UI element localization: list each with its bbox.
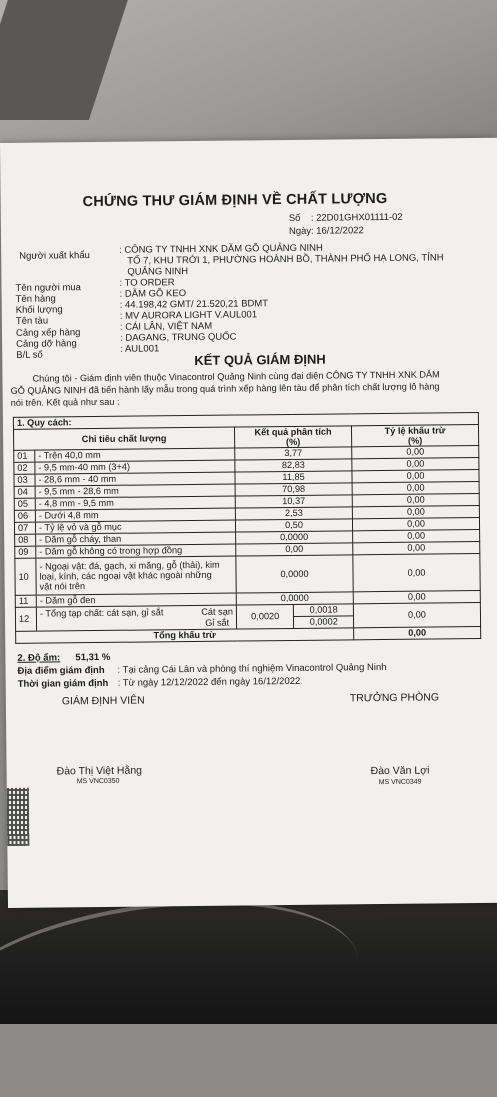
quality-table bbox=[13, 412, 481, 644]
row-deduction: 0,00 bbox=[352, 458, 479, 471]
header-result bbox=[234, 426, 351, 448]
header-deduction-line1: Tỷ lệ khấu trừ bbox=[384, 425, 446, 436]
row11-result: 0,0000 bbox=[236, 592, 353, 605]
row-result: 82,83 bbox=[235, 459, 352, 472]
row12-name-cell bbox=[36, 605, 236, 631]
row-result: 11,85 bbox=[235, 471, 352, 484]
table-body bbox=[14, 446, 480, 559]
row-result: 0,0000 bbox=[236, 531, 353, 544]
row-no: 01 bbox=[14, 450, 35, 462]
manager-title: TRƯỞNG PHÒNG bbox=[349, 691, 440, 705]
vessel-label: Tên tàu bbox=[15, 315, 49, 327]
discharge-port-label: Cảng dỡ hàng bbox=[16, 338, 77, 350]
row-deduction: 0,00 bbox=[353, 529, 480, 542]
row-name: - Dưới 4,8 mm bbox=[35, 508, 235, 522]
inspector-title: GIÁM ĐỊNH VIÊN bbox=[61, 694, 145, 708]
intro-line-3: nói trên. Kết quả như sau : bbox=[10, 396, 120, 408]
header-deduction-line2: (%) bbox=[407, 435, 423, 446]
row-no: 07 bbox=[14, 522, 35, 534]
row-name: - 9,5 mm-40 mm (3+4) bbox=[35, 460, 235, 474]
row12-total: 0,0020 bbox=[236, 604, 294, 629]
discharge-port-value: : DAGANG, TRUNG QUỐC bbox=[119, 331, 237, 344]
place-label: Địa điểm giám định bbox=[17, 664, 105, 677]
row-name: - 9,5 mm - 28,6 mm bbox=[35, 484, 235, 498]
row-result: 0,00 bbox=[236, 543, 353, 556]
goods-label: Tên hàng bbox=[15, 293, 56, 305]
total-value: 0,00 bbox=[354, 626, 481, 639]
inspector-code: MS VNC0350 bbox=[76, 777, 120, 786]
row12-val1: 0,0018 bbox=[294, 604, 354, 617]
goods-value: : DĂM GỖ KEO bbox=[119, 288, 187, 300]
row11-deduction: 0,00 bbox=[353, 590, 480, 603]
row12-name: - Tổng tạp chất: cát sạn, gỉ sắt bbox=[39, 606, 164, 619]
row-no: 08 bbox=[15, 534, 36, 546]
time-label: Thời gian giám định bbox=[17, 677, 109, 690]
row11-no: 11 bbox=[15, 595, 36, 607]
row-no: 05 bbox=[14, 498, 35, 510]
row-deduction: 0,00 bbox=[352, 517, 479, 530]
row-name: - 28,6 mm - 40 mm bbox=[35, 472, 235, 486]
qr-code-icon bbox=[7, 788, 30, 846]
row11-name: - Dăm gỗ đen bbox=[36, 593, 236, 607]
bl-value: : AUL001 bbox=[120, 343, 160, 355]
header-result-line2: (%) bbox=[285, 436, 301, 448]
ngay-label: Ngày bbox=[288, 225, 312, 237]
inspector-name: Đào Thị Việt Hằng bbox=[56, 764, 143, 778]
row-no: 03 bbox=[14, 474, 35, 486]
certificate-paper bbox=[0, 138, 497, 908]
row10-name bbox=[36, 556, 236, 595]
row-result: 70,98 bbox=[235, 483, 352, 496]
row10-line2: loại, kính, các ngoại vật khác ngoài những bbox=[39, 569, 212, 582]
exporter-label: Người xuất khẩu bbox=[19, 250, 90, 262]
row-name: - Trên 40,0 mm bbox=[35, 448, 235, 462]
row10-line3: vật nói trên bbox=[39, 581, 86, 592]
exporter-line2: TỔ 7, KHU TRỚI 1, PHƯỜNG HOÀNH BỒ, THÀNH PHỐ HẠ LONG, TỈNH bbox=[127, 252, 444, 267]
loading-port-value: : CÁI LÂN, VIỆT NAM bbox=[119, 320, 213, 333]
row-no: 09 bbox=[15, 546, 36, 558]
row-deduction: 0,00 bbox=[352, 446, 479, 459]
row-name: - 4,8 mm - 9,5 mm bbox=[35, 496, 235, 510]
row-deduction: 0,00 bbox=[352, 506, 479, 519]
row-name: - Dăm gỗ không có trong hợp đồng bbox=[36, 544, 236, 558]
total-label: Tổng khấu trừ bbox=[16, 628, 354, 644]
row12-no: 12 bbox=[15, 607, 36, 631]
row10-deduction: 0,00 bbox=[353, 553, 480, 591]
row-deduction: 0,00 bbox=[352, 482, 479, 495]
weight-label: Khối lượng bbox=[15, 304, 63, 316]
spec-heading: 1. Quy cách: bbox=[13, 413, 478, 430]
row-result: 10,37 bbox=[235, 495, 352, 508]
row10-line1: - Ngoại vật: đá, gạch, xi măng, gỗ (thải), kim bbox=[39, 559, 220, 572]
row10-result: 0,0000 bbox=[236, 555, 353, 593]
row-no: 02 bbox=[14, 462, 35, 474]
document-title: CHỨNG THƯ GIÁM ĐỊNH VỀ CHẤT LƯỢNG bbox=[82, 190, 388, 211]
row12-deduction: 0,00 bbox=[353, 602, 480, 627]
row10-no: 10 bbox=[15, 558, 36, 595]
ngay-value: : 16/12/2022 bbox=[310, 225, 364, 237]
buyer-label: Tên người mua bbox=[15, 282, 81, 294]
manager-code: MS VNC0349 bbox=[378, 778, 422, 787]
row-name: - Tỷ lệ vỏ và gỗ mục bbox=[35, 520, 235, 534]
intro-text bbox=[10, 368, 480, 409]
weight-value: : 44.198,42 GMT/ 21.520,21 BDMT bbox=[119, 298, 269, 311]
row12-sub1: Cát sạn bbox=[201, 606, 233, 617]
time-value: : Từ ngày 12/12/2022 đến ngày 16/12/2022 bbox=[117, 675, 301, 689]
place-value: : Tại cảng Cái Lân và phòng thí nghiệm Vinacontrol Quảng Ninh bbox=[117, 661, 387, 676]
row-deduction: 0,00 bbox=[353, 541, 480, 554]
header-criteria: Chỉ tiêu chất lượng bbox=[13, 427, 234, 450]
table-row bbox=[15, 553, 480, 595]
row12-name-wrap bbox=[40, 606, 233, 630]
row-result: 3,77 bbox=[235, 447, 352, 460]
header-result-line1: Kết quả phân tích bbox=[254, 426, 332, 438]
row-name: - Dăm gỗ cháy, than bbox=[36, 532, 236, 546]
exporter-line3: QUẢNG NINH bbox=[127, 266, 189, 278]
header-deduction bbox=[351, 425, 478, 447]
row12-val2: 0,0002 bbox=[294, 616, 354, 629]
so-value: : 22D01GHX01111-02 bbox=[310, 211, 403, 224]
row12-subs bbox=[201, 606, 233, 628]
manager-name: Đào Văn Lợi bbox=[370, 764, 430, 778]
row-no: 06 bbox=[14, 510, 35, 522]
row12-sub2: Gỉ sắt bbox=[205, 617, 230, 628]
result-heading: KẾT QUẢ GIÁM ĐỊNH bbox=[194, 351, 326, 368]
vessel-value: : MV AURORA LIGHT V.AUL001 bbox=[119, 309, 258, 322]
intro-line-1: Chúng tôi - Giám định viên thuộc Vinacontrol Quảng Ninh cùng đại diện CÔNG TY TNHH XNK DĂM bbox=[32, 369, 440, 384]
intro-line-2: GỖ QUẢNG NINH đã tiến hành lấy mẫu trong quá trình xếp hàng lên tàu để phân tích chất lượng lô hàng bbox=[10, 381, 440, 396]
moisture-label: 2. Độ ẩm: bbox=[17, 652, 61, 664]
bl-label: B/L số bbox=[16, 349, 43, 361]
row-deduction: 0,00 bbox=[352, 494, 479, 507]
loading-port-label: Cảng xếp hàng bbox=[15, 327, 81, 339]
row-result: 2,53 bbox=[235, 507, 352, 520]
row-result: 0,50 bbox=[235, 519, 352, 532]
moisture-value: 51,31 % bbox=[75, 651, 111, 664]
row-no: 04 bbox=[14, 486, 35, 498]
row-deduction: 0,00 bbox=[352, 470, 479, 483]
so-label: Số bbox=[288, 212, 301, 224]
exporter-line1: : CÔNG TY TNHH XNK DĂM GỖ QUẢNG NINH bbox=[119, 242, 323, 256]
buyer-value: : TO ORDER bbox=[119, 277, 175, 289]
